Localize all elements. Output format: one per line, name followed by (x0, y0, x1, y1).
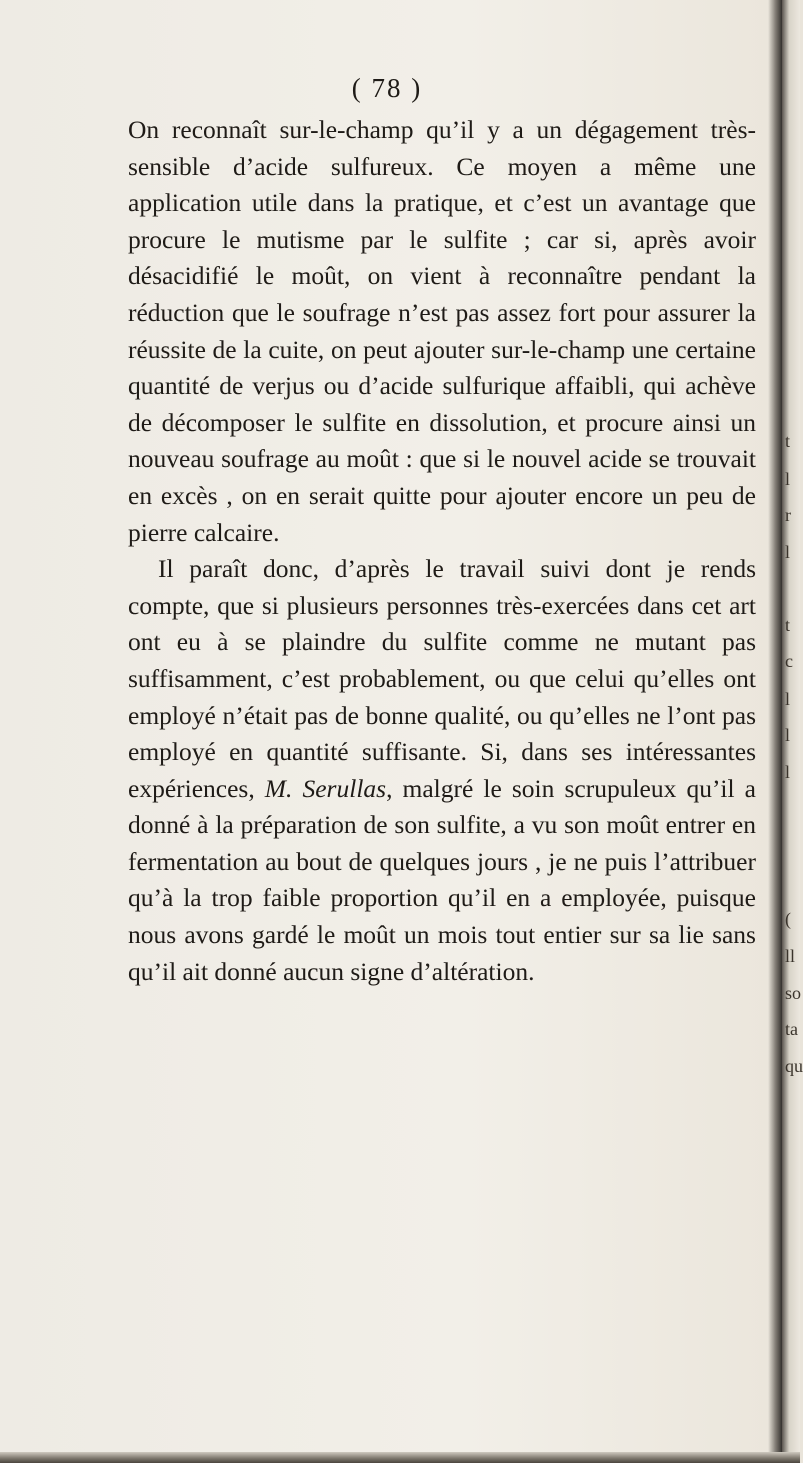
page-number: ( 78 ) (351, 73, 423, 103)
facing-glyph: l (785, 469, 791, 489)
paragraph-2-end: , malgré le soin scrupuleux qu’il a donné à la préparation de son sulfite, a vu son moût entrer en fermentation au bout de quelques jours , je ne puis l’attribuer qu’à la trop faible proportion qu’il en a employée, puisque nous avons gardé le moût un mois tout entier sur sa lie sans qu’il ait donné aucun signe d’altération. (128, 773, 756, 986)
author-name: M. Serullas (264, 773, 387, 803)
body-text (128, 112, 756, 990)
facing-glyph: qu (785, 1056, 803, 1076)
binding-shadow (768, 0, 782, 1463)
facing-glyph: t (785, 615, 791, 635)
paragraph-2 (128, 551, 756, 990)
facing-glyph: l (785, 542, 791, 562)
facing-glyph: ta (785, 1019, 798, 1039)
facing-glyph: ( (785, 909, 791, 929)
facing-glyph: r (785, 505, 791, 525)
facing-page-edge (782, 0, 803, 1463)
facing-glyph: so (785, 983, 802, 1003)
facing-glyph: l (785, 689, 791, 709)
facing-glyph: t (785, 431, 791, 451)
paragraph-1: On reconnaît sur-le-champ qu’il y a un dégagement très-sensible d’acide sulfureux. Ce moyen a même une application utile dans la pratique, et c’est un avantage que procure le mutisme par le sulfite ; car si, après avoir désacidifié le moût, on vient à reconnaître pendant la réduction que le soufrage n’est pas assez fort pour assurer la réussite de la cuite, on peut ajouter sur-le-champ une certaine quantité de verjus ou d’acide sulfurique affaibli, qui achève de décomposer le sulfite en dissolution, et procure ainsi un nouveau soufrage au moût : que si le nouvel acide se trouvait en excès , on en serait quitte pour ajouter encore un peu de pierre calcaire. (128, 115, 756, 547)
facing-glyph: l (785, 725, 791, 745)
facing-glyph: l (785, 762, 791, 782)
facing-glyph: c (785, 651, 793, 671)
page-bottom-edge (0, 1452, 800, 1463)
facing-glyph: ll (785, 946, 796, 966)
paragraph-2-start: Il paraît donc, d’après le travail suivi dont je rends compte, que si plusieurs personnes très-exercées dans cet art ont eu à se plaindre du sulfite comme ne mutant pas suffisamment, c’est probablement, ou que celui qu’elles ont employé n’était pas de bonne qualité, ou qu’elles ne l’ont pas employé en quantité suffisante. Si, dans ses intéressantes expériences, (128, 554, 756, 803)
